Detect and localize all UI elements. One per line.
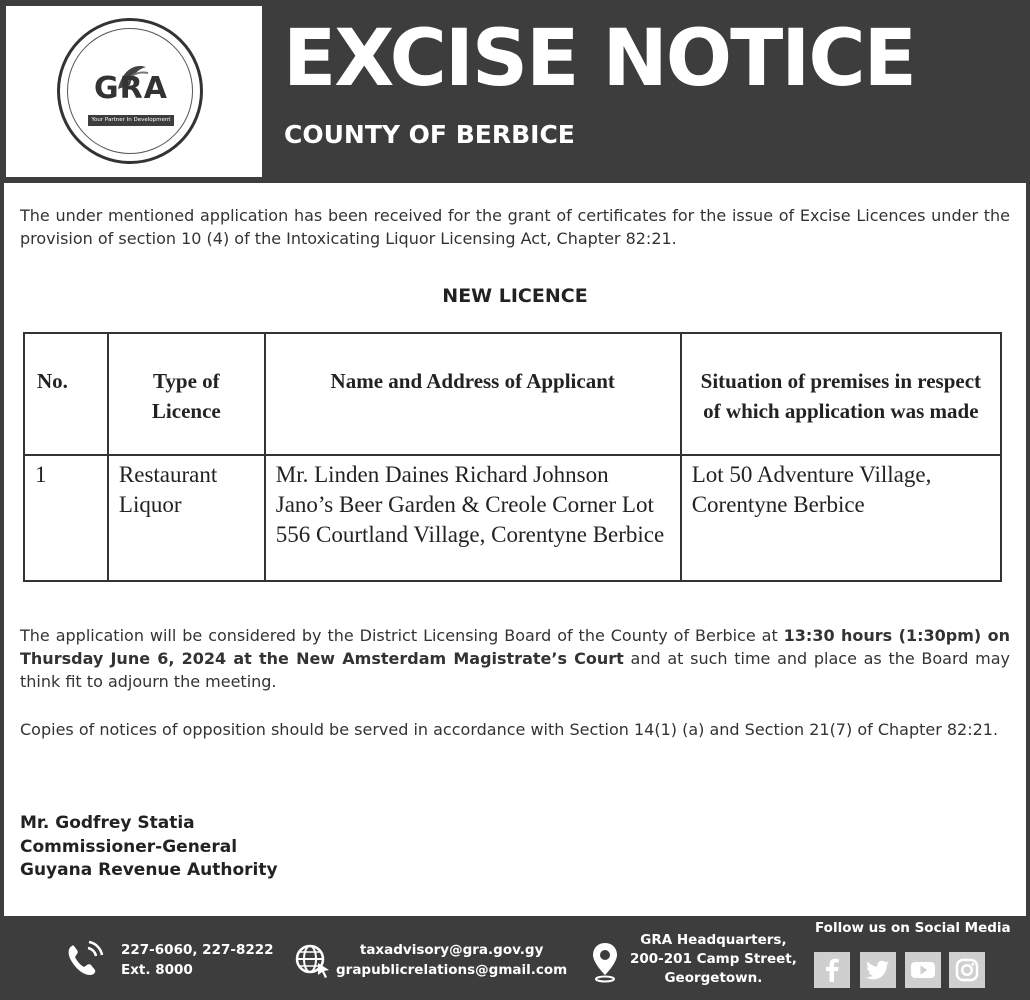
twitter-link[interactable] — [860, 952, 896, 988]
consideration-text-end: and at such time and place as the Board may think fit to adjourn the meeting. — [20, 649, 1011, 691]
cell-situation: Lot 50 Adventure Village, Corentyne Berbice — [681, 455, 1001, 581]
youtube-link[interactable] — [905, 952, 941, 988]
column-header-type: Type of Licence — [108, 333, 265, 455]
contact-email — [336, 940, 567, 980]
contact-address — [630, 931, 797, 988]
logo-inner-ring — [67, 28, 193, 154]
column-header-no: No. — [24, 333, 108, 455]
hearing-details: 13:30 hours (1:30pm) on Thursday June 6, 2024 at the New Amsterdam Magistrate’s Court — [20, 626, 1010, 668]
signature-block — [20, 812, 278, 883]
instagram-icon — [949, 952, 985, 988]
logo-panel — [6, 6, 262, 177]
location-pin-icon — [590, 941, 620, 983]
social-heading: Follow us on Social Media — [815, 920, 1011, 936]
cell-no: 1 — [24, 455, 108, 581]
table-header-row — [24, 333, 1001, 455]
page-title: EXCISE NOTICE — [283, 14, 915, 104]
licence-table — [23, 332, 1002, 582]
twitter-icon — [860, 952, 896, 988]
section-heading: NEW LICENCE — [442, 285, 588, 307]
logo-letters: GRA — [94, 71, 168, 106]
instagram-link[interactable] — [949, 952, 985, 988]
email-primary: taxadvisory@gra.gov.gy — [359, 942, 544, 958]
cell-type: Restaurant Liquor — [108, 455, 265, 581]
signatory-name: Mr. Godfrey Statia — [20, 813, 195, 833]
phone-numbers: 227-6060, 227-8222 — [121, 942, 274, 958]
footer-band — [0, 916, 1030, 1000]
address-line-1: GRA Headquarters, — [640, 932, 787, 948]
gra-logo — [57, 18, 203, 164]
logo-tagline: Your Partner In Development — [88, 115, 174, 126]
column-header-situation: Situation of premises in respect of which application was made — [681, 333, 1001, 455]
signatory-org: Guyana Revenue Authority — [20, 860, 278, 880]
column-header-name: Name and Address of Applicant — [265, 333, 681, 455]
facebook-link[interactable] — [814, 952, 850, 988]
consideration-paragraph — [20, 624, 1010, 693]
email-secondary: grapublicrelations@gmail.com — [336, 962, 568, 978]
youtube-icon — [905, 952, 941, 988]
contact-phone — [121, 940, 274, 980]
address-line-3: Georgetown. — [664, 970, 763, 986]
signatory-role: Commissioner-General — [20, 836, 238, 857]
copies-paragraph: Copies of notices of opposition should be served in accordance with Section 14(1) (a) and Section 21(7) of Chapter 82:21. — [20, 720, 999, 739]
table-row — [24, 455, 1001, 581]
intro-paragraph: The under mentioned application has been received for the grant of certificates for the issue of Excise Licences under the provision of section 10 (4) of the Intoxicating Liquor Licensing Act, Chapter 82:21. — [20, 206, 1010, 248]
cell-applicant: Mr. Linden Daines Richard Johnson Jano’s Beer Garden & Creole Corner Lot 556 Courtland Village, Corentyne Berbice — [265, 455, 681, 581]
header-band — [0, 0, 1030, 183]
phone-icon — [64, 940, 104, 980]
consideration-text-start: The application will be considered by the District Licensing Board of the County of Berbice at — [20, 626, 784, 645]
page-subtitle: COUNTY OF BERBICE — [284, 120, 575, 149]
phone-extension: Ext. 8000 — [121, 962, 193, 978]
address-line-2: 200-201 Camp Street, — [630, 951, 797, 967]
globe-icon — [294, 943, 332, 979]
facebook-icon — [814, 952, 850, 988]
